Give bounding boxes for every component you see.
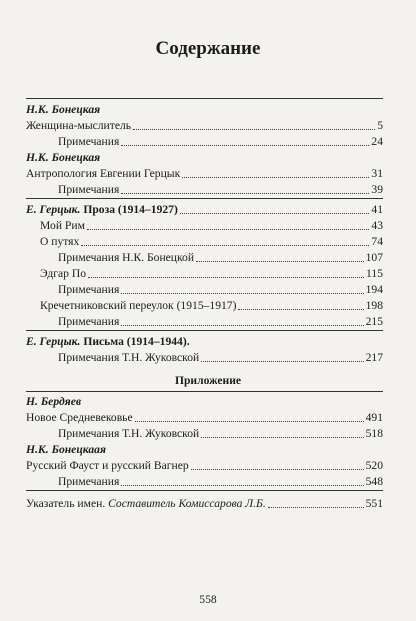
page-title: Содержание [155, 38, 261, 59]
dot-leader [135, 421, 364, 422]
dot-leader [182, 177, 369, 178]
toc-entry[interactable] [26, 409, 383, 425]
entry-title: Примечания Т.Н. Жуковской [58, 351, 200, 364]
entry-title: Письма (1914–1944). [83, 335, 190, 348]
toc-entry[interactable] [26, 201, 383, 217]
entry-title: Проза (1914–1927) [83, 203, 178, 216]
dot-leader [121, 325, 363, 326]
section-divider [26, 198, 383, 199]
section-divider [26, 330, 383, 331]
dot-leader [238, 309, 363, 310]
dot-leader [268, 507, 364, 508]
toc-entry[interactable] [58, 349, 383, 365]
entry-title: Примечания [58, 183, 120, 196]
dot-leader [121, 145, 369, 146]
dot-leader [121, 193, 369, 194]
entry-title: Примечания [58, 315, 120, 328]
dot-leader [201, 437, 363, 438]
author-name: Е. Герцык. [26, 203, 81, 216]
page-number: 217 [365, 351, 383, 364]
entry-title: Примечания [58, 135, 120, 148]
dot-leader [196, 261, 364, 262]
author-name: Н.К. Бонецкаая [26, 443, 106, 456]
toc-section-head [26, 333, 383, 349]
page-number: 198 [365, 299, 383, 312]
author-name: Н. Бердяев [26, 395, 82, 408]
page-number: 520 [365, 459, 383, 472]
toc-author [26, 149, 383, 165]
page-number: 41 [371, 203, 383, 216]
toc-entry[interactable] [40, 233, 383, 249]
page-number: 115 [366, 267, 383, 280]
appendix-heading: Приложение [174, 374, 242, 387]
dot-leader [180, 213, 370, 214]
dot-leader [201, 361, 363, 362]
toc-entry[interactable] [26, 165, 383, 181]
page-number: 107 [365, 251, 383, 264]
entry-title: Примечания Т.Н. Жуковской [58, 427, 200, 440]
entry-title: Новое Средневековье [26, 411, 133, 424]
dot-leader [87, 229, 369, 230]
page-number: 548 [365, 475, 383, 488]
author-name: Е. Герцык. [26, 335, 81, 348]
section-divider [26, 98, 383, 99]
entry-title: Примечания [58, 475, 120, 488]
dot-leader [81, 245, 369, 246]
entry-title: Указатель имен. [26, 497, 106, 510]
toc-entry[interactable] [40, 297, 383, 313]
toc-entry[interactable] [26, 457, 383, 473]
toc-entry[interactable] [58, 425, 383, 441]
page-number: 74 [371, 235, 383, 248]
toc-entry[interactable] [26, 117, 383, 133]
dot-leader [133, 129, 375, 130]
entry-title: Женщина-мыслитель [26, 119, 132, 132]
page-number: 5 [377, 119, 383, 132]
compiler-credit: Составитель Комиссарова Л.Б. [108, 497, 266, 510]
toc-entry[interactable] [58, 249, 383, 265]
page-number: 215 [365, 315, 383, 328]
entry-title: О путях [40, 235, 80, 248]
author-name: Н.К. Бонецкая [26, 103, 101, 116]
page-number: 551 [365, 497, 383, 510]
entry-title: Примечания [58, 283, 120, 296]
toc-entry[interactable] [58, 473, 383, 489]
entry-title: Кречетниковский переулок (1915–1917) [40, 299, 237, 312]
dot-leader [191, 469, 364, 470]
page-number: 194 [365, 283, 383, 296]
toc-entry[interactable] [58, 181, 383, 197]
toc-entry[interactable] [40, 265, 383, 281]
toc-entry[interactable] [40, 217, 383, 233]
page-number: 39 [371, 183, 383, 196]
dot-leader [121, 485, 363, 486]
toc-author [26, 101, 383, 117]
page-number: 24 [371, 135, 383, 148]
toc-author [26, 393, 383, 409]
toc-entry[interactable] [58, 133, 383, 149]
entry-title: Примечания Н.К. Бонецкой [58, 251, 195, 264]
section-divider [26, 490, 383, 491]
toc-author [26, 441, 383, 457]
author-name: Н.К. Бонецкая [26, 151, 101, 164]
toc-entry[interactable] [58, 313, 383, 329]
toc-entry[interactable] [58, 281, 383, 297]
dot-leader [121, 293, 363, 294]
page-number: 518 [365, 427, 383, 440]
dot-leader [88, 277, 364, 278]
entry-title: Русский Фауст и русский Вагнер [26, 459, 189, 472]
entry-title: Мой Рим [40, 219, 85, 232]
section-divider [26, 391, 383, 392]
entry-title: Эдгар По [40, 267, 87, 280]
page-number: 31 [371, 167, 383, 180]
page-number: 491 [365, 411, 383, 424]
toc-entry[interactable] [26, 495, 383, 511]
page-number: 43 [371, 219, 383, 232]
entry-title: Антропология Евгении Герцык [26, 167, 181, 180]
page-folio: 558 [199, 593, 217, 606]
